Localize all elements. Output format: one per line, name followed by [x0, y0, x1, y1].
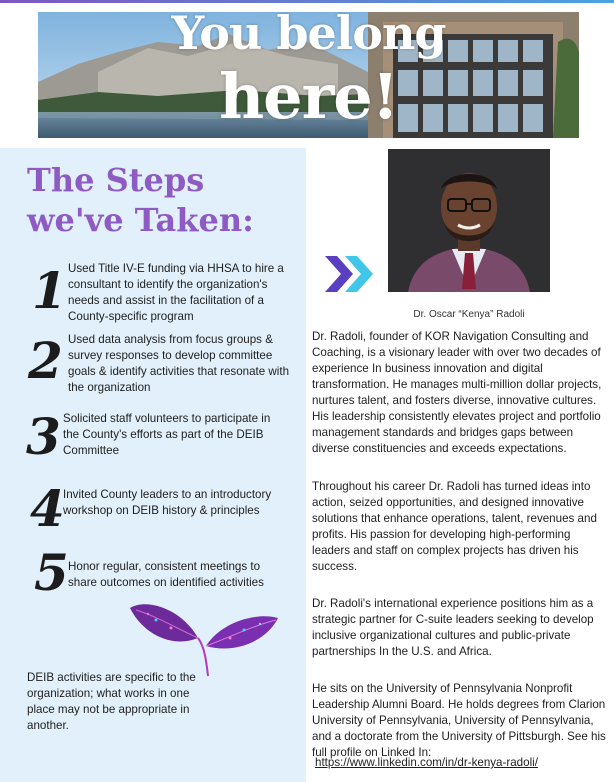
steps-title-line2: we've Taken:: [27, 201, 254, 239]
step-text-2: Used data analysis from focus groups & survey responses to develop committee goals & identify activities that resonate with the organization: [68, 333, 290, 394]
bio-paragraph-1: Dr. Radoli, founder of KOR Navigation Consulting and Coaching, is a visionary leader with over two decades of experience In business innovation and digital transformation. He manages multi-million dollar projects, nurtures talent, and fosters diverse, innovative cultures. His leadership consistently elevates project and portfolio management standards and bridges gaps between diverse constituencies and exceeds expectations.: [312, 330, 602, 455]
step-text-5: Honor regular, consistent meetings to share outcomes on identified activities: [68, 560, 264, 589]
linkedin-profile-link[interactable]: https://www.linkedin.com/in/dr-kenya-radoli/: [315, 756, 538, 769]
step-number-2: 2: [28, 331, 63, 390]
top-accent-bar: [0, 0, 614, 3]
portrait-caption: Dr. Oscar “Kenya” Radoli: [413, 309, 525, 320]
bio-paragraph-4: He sits on the University of Pennsylvania Nonprofit Leadership Alumni Board. He holds degrees from Clarion University of Pennsylvania, University of Pennsylvania, and a doctorate from the University of Pittsburgh. See his full profile on Linked In:: [312, 682, 606, 759]
steps-title-line1: The Steps: [27, 161, 205, 199]
steps-title: [27, 160, 297, 240]
step-number-5: 5: [34, 543, 69, 602]
step-number-1: 1: [32, 261, 67, 320]
double-chevron-right-icon: [323, 254, 377, 294]
step-number-3: 3: [26, 407, 61, 466]
step-text-1: Used Title IV-E funding via HHSA to hire a consultant to identify the organization's needs and assist in the facilitation of a County-specific program: [68, 262, 284, 323]
step-number-4: 4: [30, 479, 65, 538]
leaf-sprout-illustration: [126, 598, 282, 678]
banner-title-line2: here!: [219, 60, 398, 133]
bio-paragraph-3: Dr. Radoli's international experience positions him as a strategic partner for C-suite leaders seeking to develop inclusive organizational cultures and public-private partnerships In the U.S. and Africa.: [312, 597, 594, 658]
banner: [38, 12, 579, 138]
banner-title-line1: You belong: [171, 12, 446, 60]
steps-note: DEIB activities are specific to the organization; what works in one place may not be appropriate in another.: [27, 671, 196, 732]
portrait-photo: [388, 149, 550, 292]
bio-paragraph-2: Throughout his career Dr. Radoli has turned ideas into action, seized opportunities, and designed innovative solutions that enhance operations, talent, revenues and profits. His passion for developing high-performing leaders and staff on complex projects has driven his success.: [312, 480, 597, 573]
step-text-3: Solicited staff volunteers to participate in the County's efforts as part of the DEIB Committee: [63, 412, 271, 457]
step-text-4: Invited County leaders to an introductory workshop on DEIB history & principles: [63, 488, 272, 517]
